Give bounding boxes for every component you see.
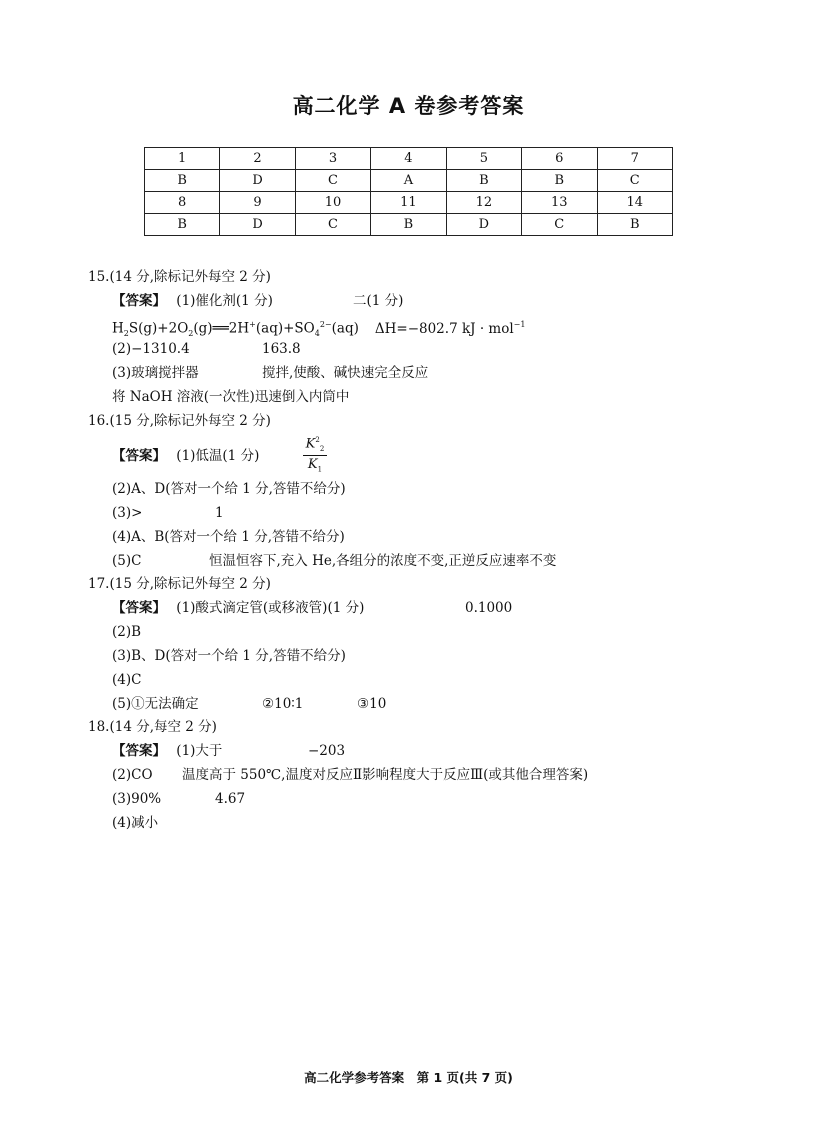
table-cell: 7	[597, 148, 673, 170]
table-cell: 10	[295, 192, 370, 214]
q18-a3b: 4.67	[215, 791, 246, 807]
q16-fraction: $\frac{K^2_2}{K_1}$	[303, 436, 327, 474]
table-cell: 5	[446, 148, 521, 170]
table-cell: B	[522, 170, 597, 192]
table-cell: 13	[522, 192, 597, 214]
q18-a2: (2)CO	[112, 767, 153, 783]
answer-table	[144, 147, 673, 236]
answer-tag: 【答案】	[112, 600, 166, 616]
table-cell: B	[446, 170, 521, 192]
q15-a1b: 二(1 分)	[353, 293, 404, 309]
table-cell: 3	[295, 148, 370, 170]
q15-a3c: 将 NaOH 溶液(一次性)迅速倒入内筒中	[112, 389, 350, 405]
table-cell: B	[145, 214, 220, 236]
table-cell: C	[522, 214, 597, 236]
q15-a1: (1)催化剂(1 分)	[176, 293, 273, 309]
q17-a2: (2)B	[112, 624, 142, 640]
q18-header: 18.(14 分,每空 2 分)	[88, 719, 217, 735]
answer-tag: 【答案】	[112, 448, 166, 464]
q16-a2: (2)A、D(答对一个给 1 分,答错不给分)	[112, 481, 346, 497]
table-cell: 9	[220, 192, 295, 214]
table-cell: 12	[446, 192, 521, 214]
q16-a3b: 1	[215, 505, 224, 521]
q16-line-3	[112, 503, 224, 523]
page-footer: 高二化学参考答案 第 1 页(共 7 页)	[304, 1070, 513, 1085]
q18-a4: (4)减小	[112, 815, 159, 831]
q18-a2b: 温度高于 550℃,温度对反应Ⅱ影响程度大于反应Ⅲ(或其他合理答案)	[182, 767, 589, 783]
q16-a5b: 恒温恒容下,充入 He,各组分的浓度不变,正逆反应速率不变	[209, 553, 557, 569]
answer-tag: 【答案】	[112, 293, 166, 309]
q18-a1b: −203	[308, 743, 346, 759]
page-title: 高二化学 A 卷参考答案	[292, 94, 525, 118]
q17-line-1	[112, 598, 513, 618]
table-row	[145, 192, 673, 214]
q16-line-1	[112, 446, 259, 466]
table-cell: D	[220, 214, 295, 236]
table-cell: 8	[145, 192, 220, 214]
q15-line-1	[112, 291, 404, 311]
q15-line-4	[112, 363, 429, 383]
q17-a4: (4)C	[112, 672, 142, 688]
q17-a3: (3)B、D(答对一个给 1 分,答错不给分)	[112, 648, 346, 664]
q15-equation: $H_2S(g)+2O_2(g)══2H^+(aq)+SO_4^{2-}(aq)$ ΔH=−802.7 kJ · mol$^{-1}$	[112, 320, 526, 339]
table-row	[145, 148, 673, 170]
q18-a3: (3)90%	[112, 791, 162, 807]
q17-header: 17.(15 分,除标记外每空 2 分)	[88, 576, 271, 592]
table-cell: B	[371, 214, 446, 236]
table-cell: D	[220, 170, 295, 192]
table-cell: A	[371, 170, 446, 192]
table-cell: C	[295, 170, 370, 192]
q15-line-3	[112, 339, 301, 359]
answer-tag: 【答案】	[112, 743, 166, 759]
q18-a1: (1)大于	[176, 743, 223, 759]
table-cell: 1	[145, 148, 220, 170]
table-cell: 14	[597, 192, 673, 214]
q15-a3: (3)玻璃搅拌器	[112, 365, 199, 381]
q17-a1b: 0.1000	[465, 600, 513, 616]
q17-a1: (1)酸式滴定管(或移液管)(1 分)	[176, 600, 365, 616]
table-cell: 2	[220, 148, 295, 170]
q15-a3b: 搅拌,使酸、碱快速完全反应	[262, 365, 429, 381]
table-row	[145, 170, 673, 192]
q15-header: 15.(14 分,除标记外每空 2 分)	[88, 269, 271, 285]
q18-line-2	[112, 765, 589, 785]
table-cell: 6	[522, 148, 597, 170]
q17-a5c: ③10	[357, 696, 387, 712]
q17-a5b: ②10∶1	[262, 696, 304, 712]
table-cell: B	[145, 170, 220, 192]
table-cell: 11	[371, 192, 446, 214]
q16-line-5	[112, 551, 557, 571]
table-cell: C	[295, 214, 370, 236]
q18-line-1	[112, 741, 346, 761]
q16-a1: (1)低温(1 分)	[176, 448, 260, 464]
q17-a5: (5)①无法确定	[112, 696, 199, 712]
q16-a4: (4)A、B(答对一个给 1 分,答错不给分)	[112, 529, 345, 545]
table-cell: 4	[371, 148, 446, 170]
q16-header: 16.(15 分,除标记外每空 2 分)	[88, 413, 271, 429]
table-cell: D	[446, 214, 521, 236]
table-cell: B	[597, 214, 673, 236]
q15-a2b: 163.8	[262, 341, 301, 357]
q16-a3: (3)>	[112, 505, 143, 521]
table-cell: C	[597, 170, 673, 192]
q15-a2: (2)−1310.4	[112, 341, 190, 357]
q18-line-3	[112, 789, 246, 809]
q17-line-5	[112, 694, 387, 714]
q16-a5: (5)C	[112, 553, 142, 569]
table-row	[145, 214, 673, 236]
